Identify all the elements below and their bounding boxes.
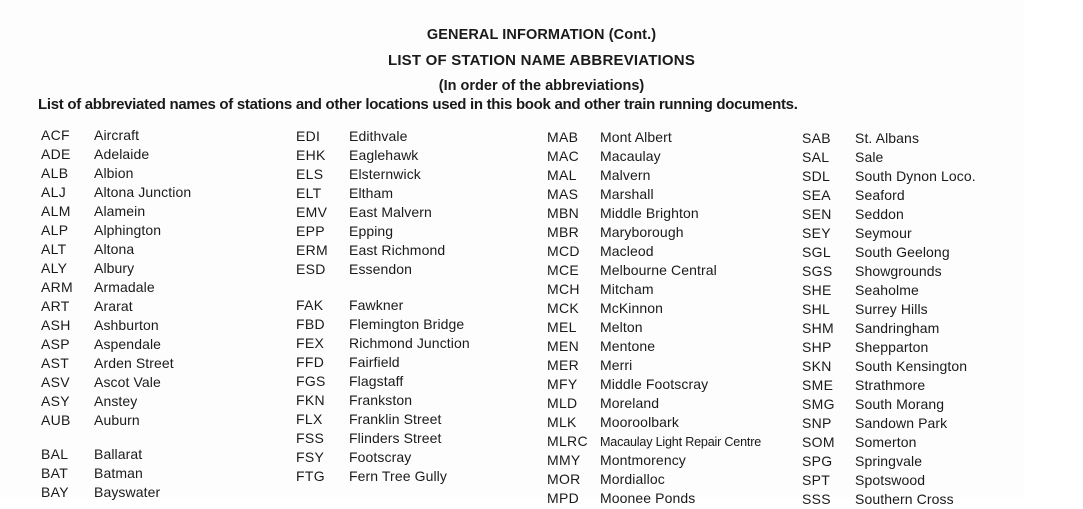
- abbreviation-row: [802, 319, 1057, 338]
- station-abbr: SKN: [802, 358, 832, 374]
- subtitle: (In order of the abbreviations): [438, 78, 645, 94]
- station-name: Mentone: [600, 338, 656, 354]
- station-name: Montmorency: [600, 452, 686, 468]
- station-abbr: SAL: [802, 149, 830, 165]
- station-name: Spotswood: [855, 472, 926, 488]
- station-name: Sandringham: [855, 320, 940, 336]
- station-name: St. Albans: [855, 130, 920, 146]
- abbreviation-row: [296, 315, 551, 334]
- abbreviation-row: [547, 299, 802, 318]
- page-title: GENERAL INFORMATION (Cont.): [426, 27, 657, 43]
- station-name: Seddon: [855, 206, 904, 222]
- station-name: Middle Brighton: [600, 205, 699, 221]
- station-abbr: FEX: [296, 335, 325, 351]
- station-abbr: SPG: [802, 453, 833, 469]
- station-abbr: MBN: [547, 205, 580, 221]
- station-abbr: SEN: [802, 206, 832, 222]
- station-abbr: MER: [547, 357, 580, 373]
- station-abbr: SNP: [802, 415, 832, 431]
- station-abbr: FLX: [296, 411, 323, 427]
- abbreviation-row: [41, 202, 296, 221]
- abbreviation-row: [41, 278, 296, 297]
- abbreviation-row: [547, 128, 802, 147]
- station-abbr: MEL: [547, 319, 577, 335]
- abbreviation-row: [802, 129, 1057, 148]
- abbreviation-row: [41, 335, 296, 354]
- abbreviation-row: [41, 221, 296, 240]
- station-name: Mont Albert: [600, 129, 672, 145]
- station-abbr: BAT: [41, 465, 69, 481]
- station-name: Anstey: [94, 393, 138, 409]
- station-name: East Malvern: [349, 204, 432, 220]
- abbreviation-row: [802, 357, 1057, 376]
- abbreviation-row: [802, 414, 1057, 433]
- station-abbr: ASH: [41, 317, 71, 333]
- station-abbr: SGL: [802, 244, 831, 260]
- station-name: Macleod: [600, 243, 654, 259]
- station-abbr: ESD: [296, 261, 326, 277]
- abbreviation-row: [802, 471, 1057, 490]
- station-name: Albury: [94, 260, 135, 276]
- station-name: Melton: [600, 319, 643, 335]
- abbreviation-row: [41, 183, 296, 202]
- station-abbr: FSY: [296, 449, 325, 465]
- station-abbr: FFD: [296, 354, 325, 370]
- station-abbr: MCH: [547, 281, 580, 297]
- station-abbr: ELS: [296, 166, 324, 182]
- station-abbr: MLK: [547, 414, 577, 430]
- abbreviation-row: [547, 413, 802, 432]
- station-name: South Morang: [855, 396, 945, 412]
- abbreviation-row: [547, 451, 802, 470]
- group-spacer: [41, 430, 296, 445]
- station-abbr: ALP: [41, 222, 69, 238]
- station-name: Ascot Vale: [94, 374, 161, 390]
- station-abbr: ERM: [296, 242, 329, 258]
- station-name: Essendon: [349, 261, 413, 277]
- station-name: Mooroolbark: [600, 414, 679, 430]
- station-abbr: ALM: [41, 203, 71, 219]
- station-abbr: FSS: [296, 430, 325, 446]
- abbreviation-row: [547, 242, 802, 261]
- abbreviation-row: [547, 337, 802, 356]
- station-abbr: MLD: [547, 395, 578, 411]
- abbreviation-row: [547, 394, 802, 413]
- abbreviation-row: [296, 241, 551, 260]
- abbreviation-row: [41, 483, 296, 502]
- station-name: Aircraft: [94, 127, 140, 143]
- abbreviation-row: [547, 489, 802, 508]
- abbreviation-row: [802, 224, 1057, 243]
- abbreviation-row: [296, 203, 551, 222]
- station-name: Marshall: [600, 186, 654, 202]
- station-name: Southern Cross: [855, 491, 954, 507]
- station-name: Middle Footscray: [600, 376, 709, 392]
- station-abbr: MFY: [547, 376, 578, 392]
- abbreviation-row: [547, 432, 802, 451]
- abbreviation-row: [547, 204, 802, 223]
- abbreviation-row: [547, 147, 802, 166]
- abbreviation-row: [296, 353, 551, 372]
- abbreviation-column-1: [41, 126, 296, 502]
- abbreviation-row: [41, 259, 296, 278]
- station-abbr: SHP: [802, 339, 832, 355]
- station-name: Seaholme: [855, 282, 919, 298]
- abbreviation-row: [296, 429, 551, 448]
- station-abbr: ALJ: [41, 184, 67, 200]
- station-abbr: MLRC: [547, 433, 588, 449]
- abbreviation-row: [296, 260, 551, 279]
- station-name: Moonee Ponds: [600, 490, 696, 506]
- station-abbr: ARM: [41, 279, 74, 295]
- abbreviation-row: [296, 184, 551, 203]
- station-abbr: SME: [802, 377, 834, 393]
- station-abbr: MEN: [547, 338, 580, 354]
- station-abbr: SOM: [802, 434, 835, 450]
- abbreviation-row: [296, 222, 551, 241]
- station-name: Macaulay: [600, 148, 661, 164]
- station-name: East Richmond: [349, 242, 446, 258]
- station-abbr: MAL: [547, 167, 577, 183]
- station-name: Franklin Street: [349, 411, 442, 427]
- abbreviation-row: [296, 296, 551, 315]
- station-abbr: EPP: [296, 223, 325, 239]
- station-name: Flinders Street: [349, 430, 442, 446]
- abbreviation-row: [802, 433, 1057, 452]
- station-abbr: ADE: [41, 146, 71, 162]
- abbreviation-row: [296, 127, 551, 146]
- station-name: Altona: [94, 241, 135, 257]
- station-name: Merri: [600, 357, 633, 373]
- abbreviation-column-4: [802, 129, 1057, 509]
- station-abbr: SGS: [802, 263, 833, 279]
- station-name: Epping: [349, 223, 394, 239]
- station-name: Arden Street: [94, 355, 174, 371]
- abbreviation-row: [41, 240, 296, 259]
- abbreviation-row: [41, 297, 296, 316]
- station-name: Richmond Junction: [349, 335, 470, 351]
- station-name: Fern Tree Gully: [349, 468, 447, 484]
- abbreviation-row: [41, 126, 296, 145]
- station-name: Showgrounds: [855, 263, 942, 279]
- abbreviation-row: [296, 146, 551, 165]
- station-name: Shepparton: [855, 339, 929, 355]
- station-name: Seymour: [855, 225, 912, 241]
- station-name: Springvale: [855, 453, 923, 469]
- station-name: Albion: [94, 165, 134, 181]
- section-title: LIST OF STATION NAME ABBREVIATIONS: [387, 52, 696, 69]
- abbreviation-row: [802, 205, 1057, 224]
- abbreviation-row: [296, 410, 551, 429]
- station-name: Seaford: [855, 187, 905, 203]
- station-abbr: EMV: [296, 204, 328, 220]
- station-name: Mitcham: [600, 281, 654, 297]
- abbreviation-row: [802, 186, 1057, 205]
- abbreviation-row: [296, 448, 551, 467]
- station-abbr: ACF: [41, 127, 70, 143]
- abbreviation-row: [802, 395, 1057, 414]
- station-name: Moreland: [600, 395, 660, 411]
- station-name: Frankston: [349, 392, 413, 408]
- station-name: Elsternwick: [349, 166, 421, 182]
- station-abbr: MCD: [547, 243, 580, 259]
- station-abbr: ALY: [41, 260, 68, 276]
- abbreviation-row: [802, 376, 1057, 395]
- station-abbr: EHK: [296, 147, 326, 163]
- station-abbr: SEY: [802, 225, 831, 241]
- station-name: Maryborough: [600, 224, 684, 240]
- station-abbr: BAL: [41, 446, 69, 462]
- station-abbr: SAB: [802, 130, 831, 146]
- abbreviation-row: [802, 452, 1057, 471]
- abbreviation-row: [802, 243, 1057, 262]
- station-name: Strathmore: [855, 377, 926, 393]
- abbreviation-row: [547, 166, 802, 185]
- station-name: Alphington: [94, 222, 162, 238]
- station-name: Somerton: [855, 434, 917, 450]
- station-abbr: FBD: [296, 316, 325, 332]
- intro-text: List of abbreviated names of stations and other locations used in this book and other train running documents.: [38, 96, 798, 113]
- abbreviation-row: [802, 167, 1057, 186]
- station-abbr: AST: [41, 355, 70, 371]
- abbreviation-column-2: [296, 127, 551, 486]
- station-abbr: MAB: [547, 129, 579, 145]
- station-abbr: FTG: [296, 468, 325, 484]
- abbreviation-row: [41, 354, 296, 373]
- station-name: Melbourne Central: [600, 262, 717, 278]
- abbreviation-row: [41, 164, 296, 183]
- station-abbr: MOR: [547, 471, 581, 487]
- station-abbr: AUB: [41, 412, 71, 428]
- station-name: Eltham: [349, 185, 394, 201]
- station-abbr: MPD: [547, 490, 580, 506]
- station-abbr: ASY: [41, 393, 70, 409]
- station-name: Fairfield: [349, 354, 400, 370]
- station-name: Surrey Hills: [855, 301, 928, 317]
- abbreviation-row: [547, 185, 802, 204]
- station-name: Adelaide: [94, 146, 150, 162]
- station-name: Ashburton: [94, 317, 159, 333]
- station-abbr: FKN: [296, 392, 325, 408]
- station-abbr: SHL: [802, 301, 831, 317]
- abbreviation-row: [296, 391, 551, 410]
- station-name: Aspendale: [94, 336, 162, 352]
- abbreviation-row: [802, 281, 1057, 300]
- station-name: South Dynon Loco.: [855, 168, 976, 184]
- station-abbr: SPT: [802, 472, 831, 488]
- station-name: Auburn: [94, 412, 140, 428]
- station-name: Footscray: [349, 449, 412, 465]
- abbreviation-row: [41, 445, 296, 464]
- abbreviation-row: [547, 223, 802, 242]
- station-abbr: SHM: [802, 320, 835, 336]
- abbreviation-row: [802, 262, 1057, 281]
- station-abbr: MCE: [547, 262, 580, 278]
- station-name: Alamein: [94, 203, 146, 219]
- station-name: Flemington Bridge: [349, 316, 465, 332]
- station-abbr: ASV: [41, 374, 70, 390]
- station-abbr: MCK: [547, 300, 580, 316]
- abbreviation-row: [41, 316, 296, 335]
- station-abbr: SDL: [802, 168, 831, 184]
- station-name: Sandown Park: [855, 415, 948, 431]
- station-name: Malvern: [600, 167, 651, 183]
- station-abbr: BAY: [41, 484, 69, 500]
- station-name: South Geelong: [855, 244, 950, 260]
- station-name: Sale: [855, 149, 884, 165]
- station-abbr: ALT: [41, 241, 67, 257]
- station-name: Mordialloc: [600, 471, 665, 487]
- station-abbr: SHE: [802, 282, 832, 298]
- abbreviation-row: [41, 392, 296, 411]
- station-name: Eaglehawk: [349, 147, 419, 163]
- abbreviation-row: [802, 490, 1057, 509]
- station-name: Fawkner: [349, 297, 404, 313]
- station-abbr: SSS: [802, 491, 831, 507]
- station-abbr: MAC: [547, 148, 580, 164]
- station-abbr: ALB: [41, 165, 69, 181]
- station-name: Edithvale: [349, 128, 408, 144]
- abbreviation-row: [547, 356, 802, 375]
- station-abbr: FAK: [296, 297, 324, 313]
- station-abbr: ART: [41, 298, 70, 314]
- station-abbr: SMG: [802, 396, 835, 412]
- abbreviation-row: [296, 165, 551, 184]
- station-name: Flagstaff: [349, 373, 404, 389]
- abbreviation-column-3: [547, 128, 802, 508]
- abbreviation-row: [41, 464, 296, 483]
- station-name: Bayswater: [94, 484, 161, 500]
- abbreviation-row: [547, 261, 802, 280]
- group-spacer: [296, 279, 551, 296]
- station-abbr: ASP: [41, 336, 70, 352]
- abbreviation-row: [547, 280, 802, 299]
- station-abbr: MBR: [547, 224, 580, 240]
- abbreviation-row: [802, 300, 1057, 319]
- abbreviation-row: [802, 148, 1057, 167]
- station-name: Ballarat: [94, 446, 143, 462]
- station-name: McKinnon: [600, 300, 664, 316]
- abbreviation-row: [547, 318, 802, 337]
- abbreviation-row: [296, 372, 551, 391]
- station-abbr: SEA: [802, 187, 831, 203]
- station-abbr: ELT: [296, 185, 322, 201]
- station-abbr: EDI: [296, 128, 321, 144]
- abbreviation-row: [547, 375, 802, 394]
- station-name: Ararat: [94, 298, 133, 314]
- abbreviation-row: [41, 411, 296, 430]
- abbreviation-row: [41, 145, 296, 164]
- abbreviation-row: [296, 334, 551, 353]
- station-abbr: MAS: [547, 186, 579, 202]
- station-name: Armadale: [94, 279, 155, 295]
- station-abbr: FGS: [296, 373, 326, 389]
- station-name: South Kensington: [855, 358, 968, 374]
- station-name: Macaulay Light Repair Centre: [600, 435, 762, 449]
- abbreviation-row: [802, 338, 1057, 357]
- abbreviation-row: [547, 470, 802, 489]
- station-name: Batman: [94, 465, 143, 481]
- abbreviation-row: [41, 373, 296, 392]
- station-name: Altona Junction: [94, 184, 192, 200]
- abbreviation-row: [296, 467, 551, 486]
- station-abbr: MMY: [547, 452, 581, 468]
